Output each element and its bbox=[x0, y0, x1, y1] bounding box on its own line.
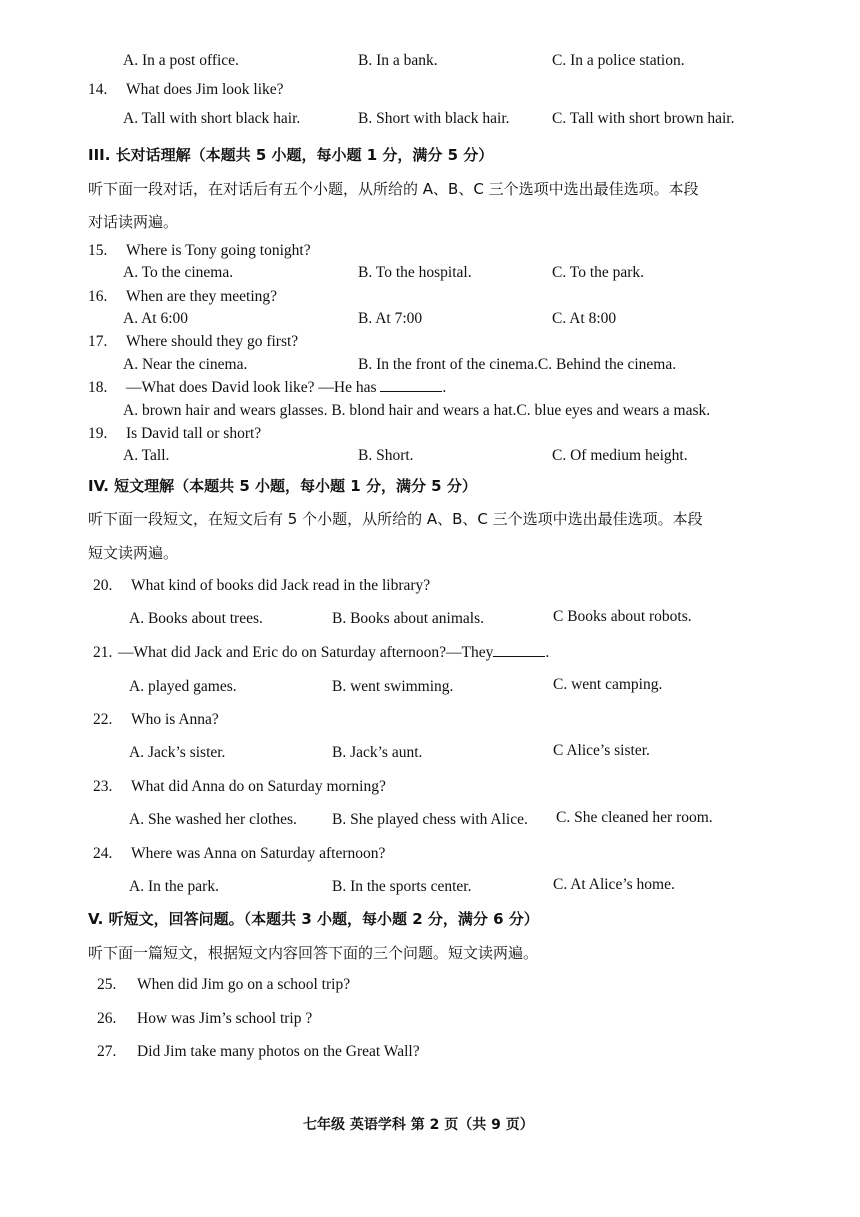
q20-number: 20. bbox=[93, 577, 113, 594]
section-4-instruction-line-1: 听下面一段短文，在短文后有 5 个小题，从所给的 A、B、C 三个选项中选出最佳选项。本段 bbox=[88, 510, 703, 528]
q21-option-c: C. went camping. bbox=[553, 676, 663, 693]
q18-text bbox=[126, 379, 446, 397]
q25-text: When did Jim go on a school trip? bbox=[137, 976, 351, 993]
q23-option-b: B. She played chess with Alice. bbox=[332, 811, 528, 828]
q15-option-c: C. To the park. bbox=[552, 264, 645, 281]
q14-number: 14. bbox=[88, 81, 108, 98]
q20-option-c: C Books about robots. bbox=[553, 608, 692, 625]
section-3-instruction-line-2: 对话读两遍。 bbox=[88, 213, 179, 231]
q26-number: 26. bbox=[97, 1010, 117, 1027]
q27-text: Did Jim take many photos on the Great Wall? bbox=[137, 1043, 420, 1060]
q19-option-a: A. Tall. bbox=[123, 447, 170, 464]
q15-option-b: B. To the hospital. bbox=[358, 264, 472, 281]
q18-text-before-blank: —What does David look like? —He has bbox=[126, 379, 377, 396]
q14-option-c: C. Tall with short brown hair. bbox=[552, 110, 735, 127]
q20-option-b: B. Books about animals. bbox=[332, 610, 484, 627]
q23-option-a: A. She washed her clothes. bbox=[129, 811, 297, 828]
q22-text: Who is Anna? bbox=[131, 711, 219, 728]
q13-option-b: B. In a bank. bbox=[358, 52, 438, 69]
q16-text: When are they meeting? bbox=[126, 288, 278, 305]
section-5-instruction: 听下面一篇短文，根据短文内容回答下面的三个问题。短文读两遍。 bbox=[88, 944, 539, 962]
q18-options: A. brown hair and wears glasses. B. blond hair and wears a hat.C. blue eyes and wears a mask. bbox=[123, 402, 711, 419]
q24-option-a: A. In the park. bbox=[129, 878, 219, 895]
q16-option-a: A. At 6:00 bbox=[123, 310, 189, 327]
q15-number: 15. bbox=[88, 242, 108, 259]
q18-text-after-blank: . bbox=[442, 379, 447, 396]
q15-text: Where is Tony going tonight? bbox=[126, 242, 311, 259]
q24-text: Where was Anna on Saturday afternoon? bbox=[131, 845, 386, 862]
q22-option-c: C Alice’s sister. bbox=[553, 742, 650, 759]
page-footer: 七年级 英语学科 第 2 页（共 9 页） bbox=[303, 1117, 534, 1133]
q25-number: 25. bbox=[97, 976, 117, 993]
q21-answer-blank bbox=[493, 644, 545, 657]
q27-number: 27. bbox=[97, 1043, 117, 1060]
q16-number: 16. bbox=[88, 288, 108, 305]
q15-option-a: A. To the cinema. bbox=[123, 264, 234, 281]
q24-number: 24. bbox=[93, 845, 113, 862]
q22-option-b: B. Jack’s aunt. bbox=[332, 744, 423, 761]
q13-option-c: C. In a police station. bbox=[552, 52, 685, 69]
section-4-heading: IV. 短文理解（本题共 5 小题，每小题 1 分，满分 5 分） bbox=[88, 477, 477, 495]
q21-option-a: A. played games. bbox=[129, 678, 237, 695]
q17-option-a: A. Near the cinema. bbox=[123, 356, 248, 373]
q21-text-before-blank: —What did Jack and Eric do on Saturday afternoon?—They bbox=[118, 644, 494, 661]
q22-number: 22. bbox=[93, 711, 113, 728]
q19-number: 19. bbox=[88, 425, 108, 442]
q14-option-a: A. Tall with short black hair. bbox=[123, 110, 301, 127]
q22-option-a: A. Jack’s sister. bbox=[129, 744, 226, 761]
q18-answer-blank bbox=[380, 379, 442, 392]
q24-option-c: C. At Alice’s home. bbox=[553, 876, 675, 893]
q17-option-b-c: B. In the front of the cinema.C. Behind the cinema. bbox=[358, 356, 677, 373]
q19-text: Is David tall or short? bbox=[126, 425, 262, 442]
section-3-instruction-line-1: 听下面一段对话，在对话后有五个小题，从所给的 A、B、C 三个选项中选出最佳选项。本段 bbox=[88, 180, 699, 198]
q21-option-b: B. went swimming. bbox=[332, 678, 454, 695]
section-4-instruction-line-2: 短文读两遍。 bbox=[88, 544, 179, 562]
q21-text bbox=[118, 644, 549, 662]
q23-number: 23. bbox=[93, 778, 113, 795]
q19-option-b: B. Short. bbox=[358, 447, 414, 464]
q23-text: What did Anna do on Saturday morning? bbox=[131, 778, 386, 795]
q14-option-b: B. Short with black hair. bbox=[358, 110, 510, 127]
section-3-heading: III. 长对话理解（本题共 5 小题，每小题 1 分，满分 5 分） bbox=[88, 146, 494, 164]
q24-option-b: B. In the sports center. bbox=[332, 878, 472, 895]
q20-option-a: A. Books about trees. bbox=[129, 610, 263, 627]
q17-number: 17. bbox=[88, 333, 108, 350]
q20-text: What kind of books did Jack read in the library? bbox=[131, 577, 431, 594]
q21-number: 21. bbox=[93, 644, 113, 661]
q21-text-after-blank: . bbox=[545, 644, 550, 661]
q23-option-c: C. She cleaned her room. bbox=[556, 809, 713, 826]
q16-option-b: B. At 7:00 bbox=[358, 310, 423, 327]
q14-text: What does Jim look like? bbox=[126, 81, 284, 98]
q16-option-c: C. At 8:00 bbox=[552, 310, 617, 327]
q19-option-c: C. Of medium height. bbox=[552, 447, 688, 464]
q17-text: Where should they go first? bbox=[126, 333, 299, 350]
q13-option-a: A. In a post office. bbox=[123, 52, 239, 69]
q26-text: How was Jim’s school trip ? bbox=[137, 1010, 313, 1027]
q18-number: 18. bbox=[88, 379, 108, 396]
section-5-heading: V. 听短文，回答问题。（本题共 3 小题，每小题 2 分，满分 6 分） bbox=[88, 910, 539, 928]
